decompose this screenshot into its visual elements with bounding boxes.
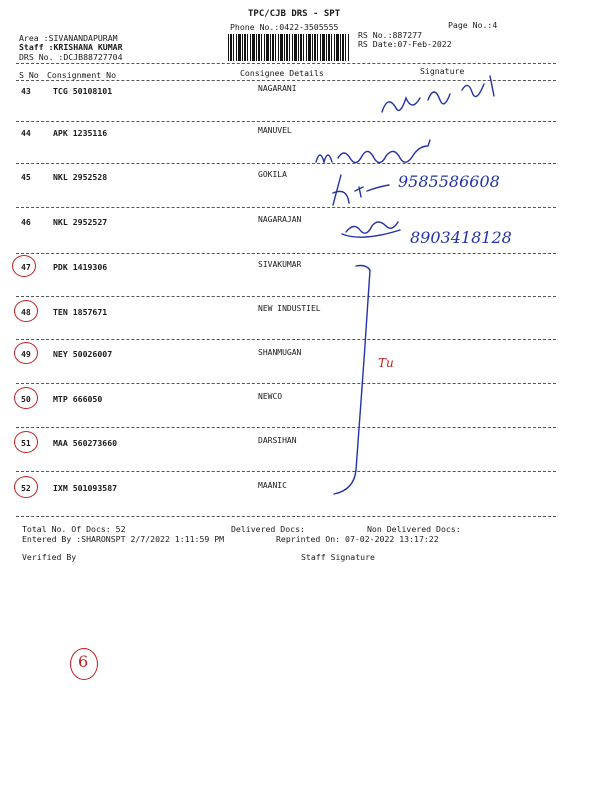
total-docs: Total No. Of Docs: 52	[22, 524, 126, 534]
row-consignment: IXM 501093587	[53, 483, 118, 493]
row-sno: 48	[21, 307, 31, 317]
rs-date: RS Date:07-Feb-2022	[358, 39, 452, 49]
row-consignee: MAANIC	[258, 481, 287, 490]
phone-number: Phone No.:0422-3505555	[230, 22, 339, 32]
non-delivered-docs: Non Delivered Docs:	[367, 524, 461, 534]
row-consignment: TEN 1857671	[53, 307, 108, 317]
signature-45	[333, 175, 389, 205]
row-consignment: PDK 1419306	[53, 262, 108, 272]
delivered-docs: Delivered Docs:	[231, 524, 305, 534]
row-sno: 49	[21, 349, 31, 359]
verified-by: Verified By	[22, 552, 77, 562]
signature-44	[316, 140, 430, 163]
entered-by: Entered By :SHARONSPT 2/7/2022 1:11:59 PM	[22, 534, 225, 544]
row-sno: 45	[21, 172, 31, 182]
bracket-mark	[334, 266, 370, 495]
row-sno: 46	[21, 217, 31, 227]
col-consignee: Consignee Details	[240, 68, 324, 78]
row-consignment: MAA 560273660	[53, 438, 118, 448]
row-consignment: NKL 2952527	[53, 217, 108, 227]
row-consignment: MTP 666050	[53, 394, 103, 404]
report-title: TPC/CJB DRS - SPT	[248, 9, 341, 19]
row-consignee: MANUVEL	[258, 126, 292, 135]
row-consignee: DARSIHAN	[258, 436, 297, 445]
row-consignee: SIVAKUMAR	[258, 260, 302, 269]
row-sno: 52	[21, 483, 31, 493]
row-consignment: NEY 50026007	[53, 349, 113, 359]
handwritten-phone-46: 8903418128	[410, 228, 512, 247]
rs-number: RS No.:887277	[358, 30, 423, 40]
page-number: Page No.:4	[448, 20, 498, 30]
handwritten-phone-45: 9585586608	[398, 172, 500, 191]
row-consignee: NAGARAJAN	[258, 215, 302, 224]
handwritten-note-49: Tu	[378, 356, 394, 370]
area-label: Area :SIVANANDAPURAM	[19, 33, 118, 43]
row-sno: 51	[21, 438, 31, 448]
row-consignee: SHANMUGAN	[258, 348, 302, 357]
row-consignment: APK 1235116	[53, 128, 108, 138]
staff-signature: Staff Signature	[301, 552, 375, 562]
row-sno: 44	[21, 128, 31, 138]
signature-46	[342, 222, 400, 237]
row-consignment: NKL 2952528	[53, 172, 108, 182]
signature-43	[382, 76, 494, 112]
col-consignment: Consignment No	[47, 70, 117, 80]
row-consignee: GOKILA	[258, 170, 287, 179]
row-sno: 50	[21, 394, 31, 404]
row-consignment: TCG 50108101	[53, 86, 113, 96]
row-consignee: NEW INDUSTIEL	[258, 304, 321, 313]
handwritten-page-mark: 6	[78, 652, 89, 671]
row-sno: 43	[21, 86, 31, 96]
staff-label: Staff :KRISHANA KUMAR	[19, 42, 123, 52]
row-sno: 47	[21, 262, 31, 272]
col-sno: S No	[19, 70, 39, 80]
drs-number: DRS No. :DCJB88727704	[19, 52, 123, 62]
col-signature: Signature	[420, 66, 465, 76]
reprinted-on: Reprinted On: 07-02-2022 13:17:22	[276, 534, 439, 544]
row-consignee: NAGARANI	[258, 84, 297, 93]
row-consignee: NEWCO	[258, 392, 283, 401]
